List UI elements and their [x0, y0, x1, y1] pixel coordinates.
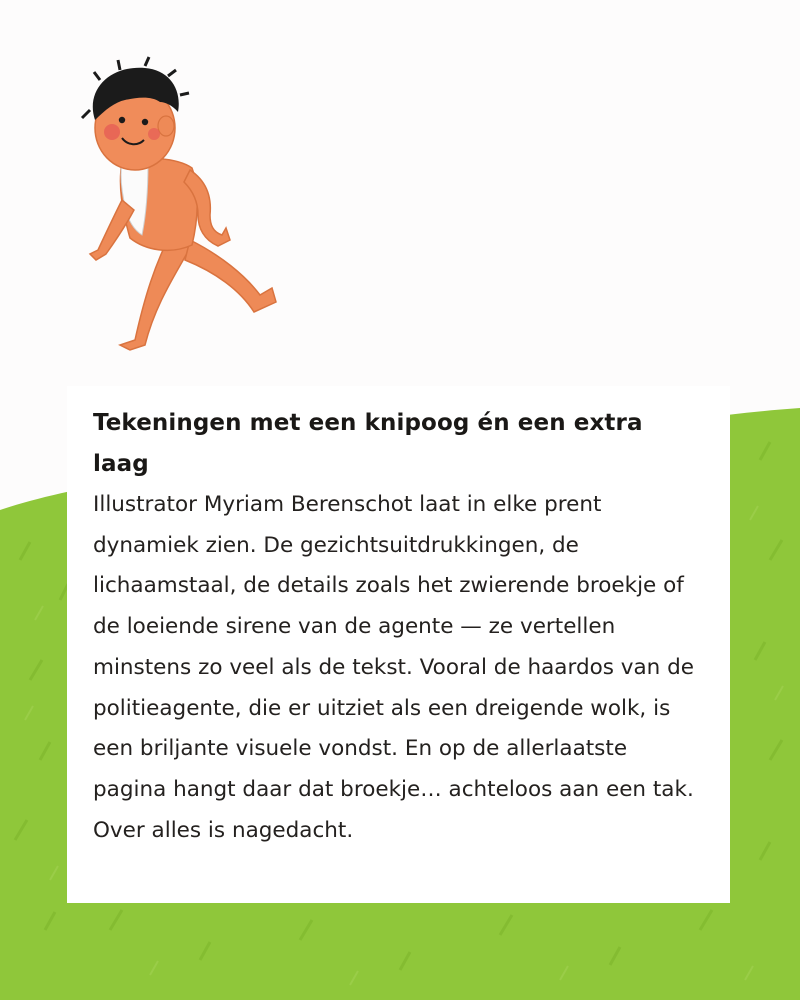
article-card: [67, 386, 730, 903]
running-child-illustration: [50, 50, 290, 360]
article-heading: Tekeningen met een knipoog én een extra laag: [93, 410, 643, 477]
article-body: Illustrator Myriam Berenschot laat in elke prent dynamiek zien. De gezichtsuitdrukkingen, de lichaamstaal, de details zoals het zwierende broekje of de loeiende sirene van de agente — ze vertellen minstens zo veel als de tekst. Vooral de haardos van de politieagente, die er uitziet als een dreigende wolk, is een briljante visuele vondst. En op de allerlaatste pagina hangt daar dat broekje… achteloos aan een tak. Over alles is nagedacht.: [93, 492, 695, 843]
